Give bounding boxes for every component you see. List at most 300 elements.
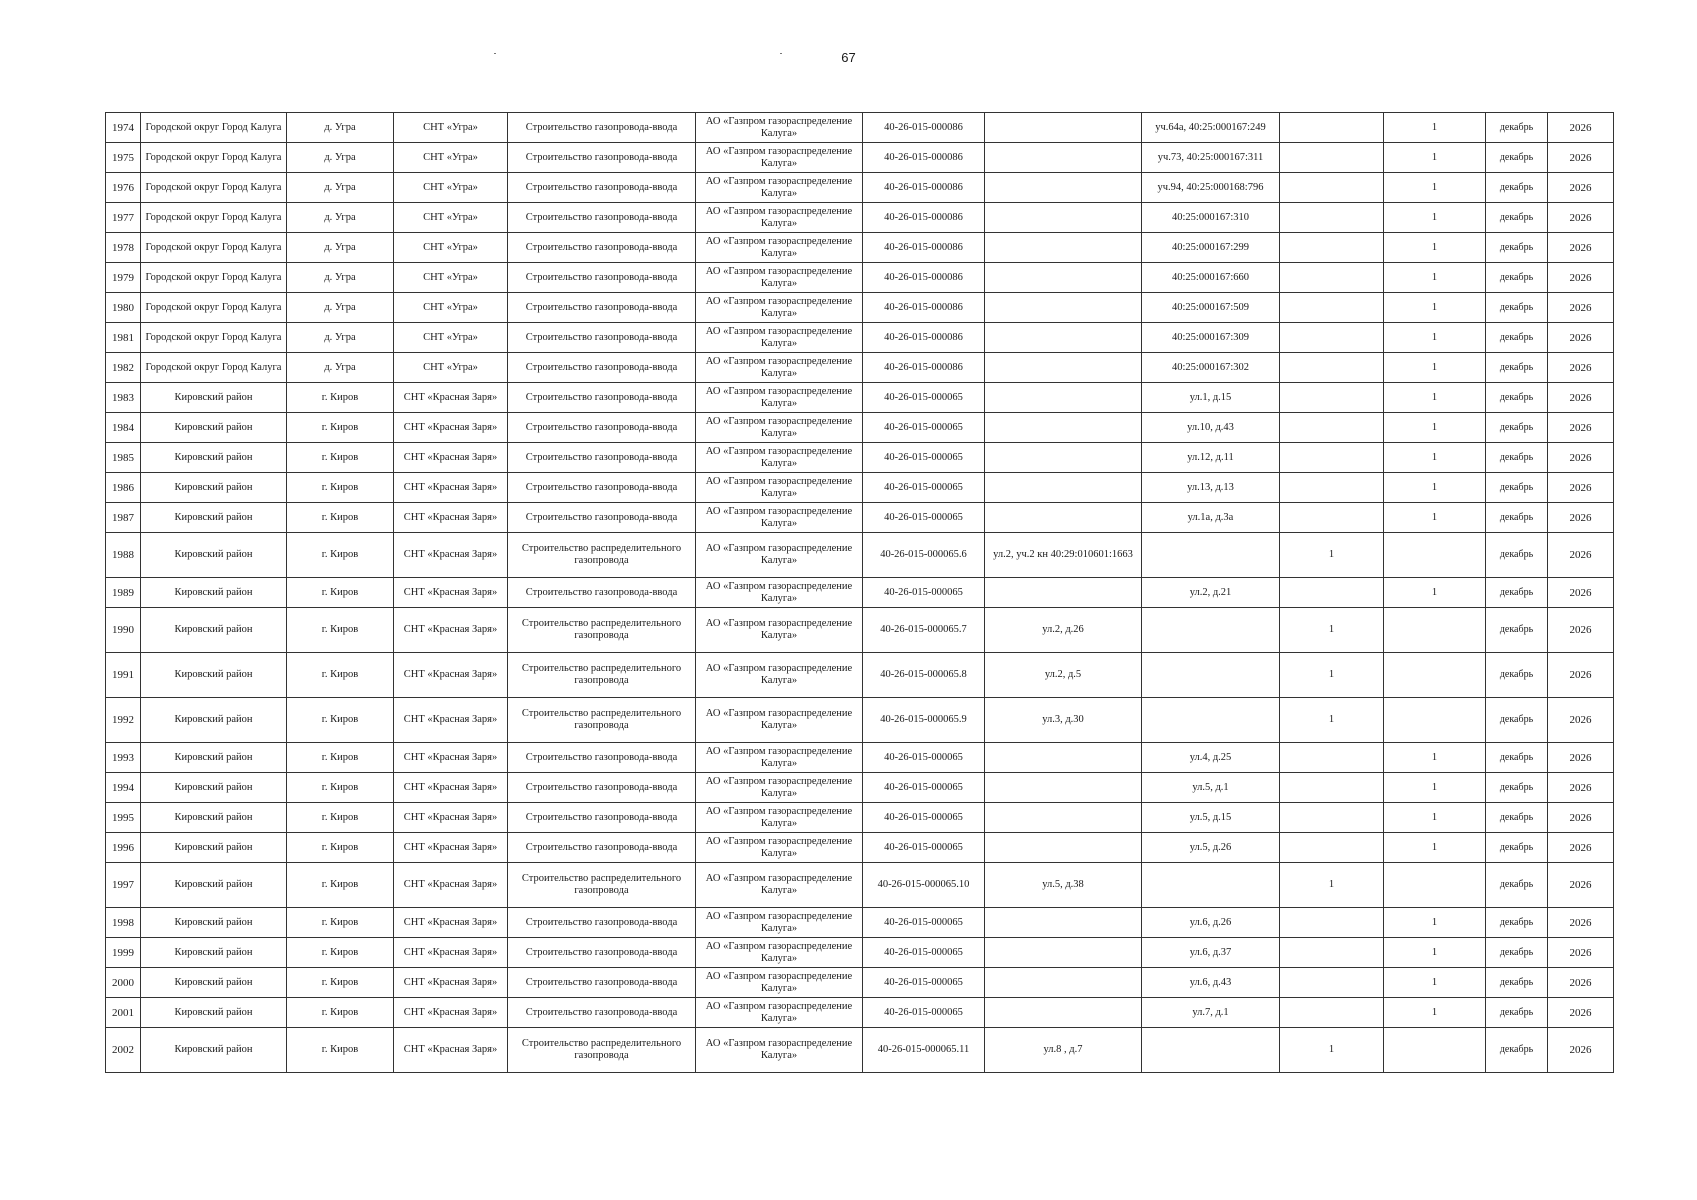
row-number: 1983 xyxy=(106,383,141,413)
table-row xyxy=(106,533,1614,578)
organization-cell: АО «Газпром газораспределение Калуга» xyxy=(696,968,863,998)
snt-cell: СНТ «Красная Заря» xyxy=(394,938,508,968)
district-cell: Кировский район xyxy=(141,968,287,998)
month-cell: декабрь xyxy=(1486,998,1548,1028)
row-number: 1997 xyxy=(106,863,141,908)
count-inlet-cell: 1 xyxy=(1384,263,1486,293)
count-distribution-cell xyxy=(1280,578,1384,608)
snt-cell: СНТ «Красная Заря» xyxy=(394,863,508,908)
count-inlet-cell: 1 xyxy=(1384,908,1486,938)
address-cell xyxy=(985,263,1142,293)
address-cell xyxy=(985,203,1142,233)
gasification-table xyxy=(105,112,1614,1073)
object-code-cell: 40-26-015-000065 xyxy=(863,578,985,608)
snt-cell: СНТ «Красная Заря» xyxy=(394,443,508,473)
district-cell: Кировский район xyxy=(141,998,287,1028)
object-code-cell: 40-26-015-000086 xyxy=(863,323,985,353)
count-distribution-cell xyxy=(1280,293,1384,323)
object-code-cell: 40-26-015-000065 xyxy=(863,473,985,503)
count-inlet-cell: 1 xyxy=(1384,143,1486,173)
address-cell xyxy=(985,743,1142,773)
count-distribution-cell xyxy=(1280,833,1384,863)
settlement-cell: г. Киров xyxy=(287,503,394,533)
row-number: 1978 xyxy=(106,233,141,263)
month-cell: декабрь xyxy=(1486,908,1548,938)
table-row xyxy=(106,773,1614,803)
work-type-cell: Строительство распределительного газопровода xyxy=(508,863,696,908)
district-cell: Кировский район xyxy=(141,743,287,773)
object-code-cell: 40-26-015-000065.8 xyxy=(863,653,985,698)
count-distribution-cell xyxy=(1280,353,1384,383)
address-cell xyxy=(985,443,1142,473)
district-cell: Кировский район xyxy=(141,533,287,578)
district-cell: Кировский район xyxy=(141,503,287,533)
snt-cell: СНТ «Красная Заря» xyxy=(394,383,508,413)
work-type-cell: Строительство газопровода-ввода xyxy=(508,803,696,833)
count-inlet-cell xyxy=(1384,653,1486,698)
snt-cell: СНТ «Угра» xyxy=(394,293,508,323)
district-cell: Кировский район xyxy=(141,863,287,908)
plot-cell: ул.6, д.37 xyxy=(1142,938,1280,968)
table-row xyxy=(106,443,1614,473)
work-type-cell: Строительство газопровода-ввода xyxy=(508,173,696,203)
count-inlet-cell: 1 xyxy=(1384,323,1486,353)
count-distribution-cell xyxy=(1280,413,1384,443)
month-cell: декабрь xyxy=(1486,803,1548,833)
snt-cell: СНТ «Красная Заря» xyxy=(394,608,508,653)
count-inlet-cell: 1 xyxy=(1384,773,1486,803)
table-row xyxy=(106,908,1614,938)
row-number: 1989 xyxy=(106,578,141,608)
table-row xyxy=(106,263,1614,293)
year-cell: 2026 xyxy=(1548,113,1614,143)
year-cell: 2026 xyxy=(1548,653,1614,698)
address-cell xyxy=(985,998,1142,1028)
district-cell: Кировский район xyxy=(141,383,287,413)
work-type-cell: Строительство газопровода-ввода xyxy=(508,473,696,503)
table-row xyxy=(106,938,1614,968)
object-code-cell: 40-26-015-000065 xyxy=(863,383,985,413)
count-distribution-cell xyxy=(1280,908,1384,938)
year-cell: 2026 xyxy=(1548,143,1614,173)
plot-cell: 40:25:000167:302 xyxy=(1142,353,1280,383)
count-inlet-cell: 1 xyxy=(1384,833,1486,863)
settlement-cell: д. Угра xyxy=(287,173,394,203)
district-cell: Кировский район xyxy=(141,608,287,653)
plot-cell xyxy=(1142,698,1280,743)
count-inlet-cell: 1 xyxy=(1384,578,1486,608)
settlement-cell: д. Угра xyxy=(287,233,394,263)
plot-cell: ул.4, д.25 xyxy=(1142,743,1280,773)
work-type-cell: Строительство распределительного газопровода xyxy=(508,608,696,653)
month-cell: декабрь xyxy=(1486,323,1548,353)
object-code-cell: 40-26-015-000086 xyxy=(863,233,985,263)
organization-cell: АО «Газпром газораспределение Калуга» xyxy=(696,263,863,293)
object-code-cell: 40-26-015-000086 xyxy=(863,353,985,383)
page-number: 67 xyxy=(841,50,856,65)
table-row xyxy=(106,143,1614,173)
month-cell: декабрь xyxy=(1486,413,1548,443)
count-distribution-cell xyxy=(1280,113,1384,143)
count-distribution-cell xyxy=(1280,203,1384,233)
count-inlet-cell xyxy=(1384,533,1486,578)
work-type-cell: Строительство газопровода-ввода xyxy=(508,743,696,773)
count-inlet-cell: 1 xyxy=(1384,503,1486,533)
year-cell: 2026 xyxy=(1548,353,1614,383)
year-cell: 2026 xyxy=(1548,503,1614,533)
count-distribution-cell: 1 xyxy=(1280,698,1384,743)
count-distribution-cell xyxy=(1280,773,1384,803)
address-cell xyxy=(985,968,1142,998)
month-cell: декабрь xyxy=(1486,203,1548,233)
count-inlet-cell: 1 xyxy=(1384,473,1486,503)
address-cell xyxy=(985,353,1142,383)
district-cell: Городской округ Город Калуга xyxy=(141,113,287,143)
work-type-cell: Строительство газопровода-ввода xyxy=(508,323,696,353)
count-inlet-cell: 1 xyxy=(1384,938,1486,968)
organization-cell: АО «Газпром газораспределение Калуга» xyxy=(696,998,863,1028)
snt-cell: СНТ «Красная Заря» xyxy=(394,908,508,938)
object-code-cell: 40-26-015-000065.10 xyxy=(863,863,985,908)
year-cell: 2026 xyxy=(1548,473,1614,503)
month-cell: декабрь xyxy=(1486,533,1548,578)
work-type-cell: Строительство газопровода-ввода xyxy=(508,833,696,863)
district-cell: Городской округ Город Калуга xyxy=(141,323,287,353)
settlement-cell: г. Киров xyxy=(287,968,394,998)
address-cell: ул.2, уч.2 кн 40:29:010601:1663 xyxy=(985,533,1142,578)
work-type-cell: Строительство газопровода-ввода xyxy=(508,968,696,998)
work-type-cell: Строительство газопровода-ввода xyxy=(508,773,696,803)
month-cell: декабрь xyxy=(1486,608,1548,653)
address-cell xyxy=(985,413,1142,443)
object-code-cell: 40-26-015-000065 xyxy=(863,503,985,533)
address-cell xyxy=(985,773,1142,803)
plot-cell: 40:25:000167:299 xyxy=(1142,233,1280,263)
snt-cell: СНТ «Красная Заря» xyxy=(394,698,508,743)
year-cell: 2026 xyxy=(1548,698,1614,743)
object-code-cell: 40-26-015-000065 xyxy=(863,443,985,473)
address-cell: ул.2, д.5 xyxy=(985,653,1142,698)
address-cell xyxy=(985,908,1142,938)
object-code-cell: 40-26-015-000065.9 xyxy=(863,698,985,743)
table-row xyxy=(106,968,1614,998)
count-inlet-cell: 1 xyxy=(1384,293,1486,323)
organization-cell: АО «Газпром газораспределение Калуга» xyxy=(696,803,863,833)
snt-cell: СНТ «Угра» xyxy=(394,173,508,203)
count-distribution-cell xyxy=(1280,503,1384,533)
plot-cell xyxy=(1142,1028,1280,1073)
month-cell: декабрь xyxy=(1486,143,1548,173)
row-number: 2000 xyxy=(106,968,141,998)
row-number: 1999 xyxy=(106,938,141,968)
plot-cell xyxy=(1142,653,1280,698)
address-cell: ул.2, д.26 xyxy=(985,608,1142,653)
address-cell xyxy=(985,503,1142,533)
object-code-cell: 40-26-015-000086 xyxy=(863,113,985,143)
settlement-cell: г. Киров xyxy=(287,1028,394,1073)
settlement-cell: д. Угра xyxy=(287,323,394,353)
organization-cell: АО «Газпром газораспределение Калуга» xyxy=(696,293,863,323)
snt-cell: СНТ «Угра» xyxy=(394,263,508,293)
organization-cell: АО «Газпром газораспределение Калуга» xyxy=(696,938,863,968)
work-type-cell: Строительство газопровода-ввода xyxy=(508,383,696,413)
count-inlet-cell xyxy=(1384,698,1486,743)
organization-cell: АО «Газпром газораспределение Калуга» xyxy=(696,833,863,863)
organization-cell: АО «Газпром газораспределение Калуга» xyxy=(696,113,863,143)
month-cell: декабрь xyxy=(1486,353,1548,383)
table-row xyxy=(106,578,1614,608)
settlement-cell: д. Угра xyxy=(287,113,394,143)
address-cell: ул.3, д.30 xyxy=(985,698,1142,743)
year-cell: 2026 xyxy=(1548,743,1614,773)
settlement-cell: г. Киров xyxy=(287,413,394,443)
table-row xyxy=(106,743,1614,773)
district-cell: Кировский район xyxy=(141,653,287,698)
plot-cell: 40:25:000167:309 xyxy=(1142,323,1280,353)
month-cell: декабрь xyxy=(1486,578,1548,608)
table-row xyxy=(106,473,1614,503)
settlement-cell: д. Угра xyxy=(287,143,394,173)
count-distribution-cell xyxy=(1280,173,1384,203)
work-type-cell: Строительство газопровода-ввода xyxy=(508,443,696,473)
district-cell: Кировский район xyxy=(141,473,287,503)
snt-cell: СНТ «Красная Заря» xyxy=(394,1028,508,1073)
plot-cell xyxy=(1142,533,1280,578)
year-cell: 2026 xyxy=(1548,908,1614,938)
count-inlet-cell: 1 xyxy=(1384,443,1486,473)
month-cell: декабрь xyxy=(1486,293,1548,323)
year-cell: 2026 xyxy=(1548,578,1614,608)
organization-cell: АО «Газпром газораспределение Калуга» xyxy=(696,353,863,383)
count-inlet-cell: 1 xyxy=(1384,413,1486,443)
month-cell: декабрь xyxy=(1486,863,1548,908)
settlement-cell: г. Киров xyxy=(287,998,394,1028)
table-row xyxy=(106,323,1614,353)
count-distribution-cell xyxy=(1280,473,1384,503)
month-cell: декабрь xyxy=(1486,743,1548,773)
month-cell: декабрь xyxy=(1486,773,1548,803)
row-number: 1991 xyxy=(106,653,141,698)
month-cell: декабрь xyxy=(1486,968,1548,998)
snt-cell: СНТ «Угра» xyxy=(394,143,508,173)
organization-cell: АО «Газпром газораспределение Калуга» xyxy=(696,908,863,938)
row-number: 1986 xyxy=(106,473,141,503)
snt-cell: СНТ «Красная Заря» xyxy=(394,803,508,833)
organization-cell: АО «Газпром газораспределение Калуга» xyxy=(696,323,863,353)
object-code-cell: 40-26-015-000086 xyxy=(863,293,985,323)
settlement-cell: г. Киров xyxy=(287,383,394,413)
count-distribution-cell xyxy=(1280,233,1384,263)
organization-cell: АО «Газпром газораспределение Калуга» xyxy=(696,383,863,413)
count-distribution-cell: 1 xyxy=(1280,533,1384,578)
district-cell: Кировский район xyxy=(141,443,287,473)
row-number: 2001 xyxy=(106,998,141,1028)
month-cell: декабрь xyxy=(1486,443,1548,473)
table-row xyxy=(106,203,1614,233)
organization-cell: АО «Газпром газораспределение Калуга» xyxy=(696,203,863,233)
district-cell: Кировский район xyxy=(141,908,287,938)
count-distribution-cell: 1 xyxy=(1280,608,1384,653)
organization-cell: АО «Газпром газораспределение Калуга» xyxy=(696,503,863,533)
plot-cell: ул.13, д.13 xyxy=(1142,473,1280,503)
object-code-cell: 40-26-015-000065.7 xyxy=(863,608,985,653)
address-cell: ул.5, д.38 xyxy=(985,863,1142,908)
year-cell: 2026 xyxy=(1548,263,1614,293)
object-code-cell: 40-26-015-000065 xyxy=(863,833,985,863)
district-cell: Городской округ Город Калуга xyxy=(141,203,287,233)
snt-cell: СНТ «Красная Заря» xyxy=(394,968,508,998)
object-code-cell: 40-26-015-000065 xyxy=(863,743,985,773)
table-row xyxy=(106,833,1614,863)
snt-cell: СНТ «Красная Заря» xyxy=(394,503,508,533)
row-number: 1980 xyxy=(106,293,141,323)
object-code-cell: 40-26-015-000065 xyxy=(863,413,985,443)
settlement-cell: д. Угра xyxy=(287,263,394,293)
organization-cell: АО «Газпром газораспределение Калуга» xyxy=(696,143,863,173)
plot-cell: ул.10, д.43 xyxy=(1142,413,1280,443)
year-cell: 2026 xyxy=(1548,323,1614,353)
month-cell: декабрь xyxy=(1486,938,1548,968)
organization-cell: АО «Газпром газораспределение Калуга» xyxy=(696,473,863,503)
work-type-cell: Строительство распределительного газопровода xyxy=(508,1028,696,1073)
settlement-cell: г. Киров xyxy=(287,863,394,908)
work-type-cell: Строительство распределительного газопровода xyxy=(508,698,696,743)
year-cell: 2026 xyxy=(1548,293,1614,323)
district-cell: Кировский район xyxy=(141,833,287,863)
work-type-cell: Строительство газопровода-ввода xyxy=(508,578,696,608)
address-cell xyxy=(985,803,1142,833)
table-row xyxy=(106,503,1614,533)
snt-cell: СНТ «Угра» xyxy=(394,323,508,353)
row-number: 1998 xyxy=(106,908,141,938)
row-number: 1993 xyxy=(106,743,141,773)
table-row xyxy=(106,413,1614,443)
count-distribution-cell xyxy=(1280,803,1384,833)
table-row xyxy=(106,293,1614,323)
settlement-cell: г. Киров xyxy=(287,653,394,698)
settlement-cell: г. Киров xyxy=(287,908,394,938)
row-number: 1977 xyxy=(106,203,141,233)
snt-cell: СНТ «Красная Заря» xyxy=(394,833,508,863)
month-cell: декабрь xyxy=(1486,1028,1548,1073)
table-row xyxy=(106,998,1614,1028)
address-cell xyxy=(985,578,1142,608)
settlement-cell: г. Киров xyxy=(287,533,394,578)
plot-cell xyxy=(1142,608,1280,653)
work-type-cell: Строительство газопровода-ввода xyxy=(508,353,696,383)
count-distribution-cell xyxy=(1280,968,1384,998)
scan-speck xyxy=(494,53,496,54)
address-cell xyxy=(985,938,1142,968)
table-row xyxy=(106,1028,1614,1073)
snt-cell: СНТ «Красная Заря» xyxy=(394,473,508,503)
district-cell: Кировский район xyxy=(141,1028,287,1073)
month-cell: декабрь xyxy=(1486,473,1548,503)
plot-cell: ул.12, д.11 xyxy=(1142,443,1280,473)
organization-cell: АО «Газпром газораспределение Калуга» xyxy=(696,533,863,578)
address-cell xyxy=(985,143,1142,173)
row-number: 1981 xyxy=(106,323,141,353)
snt-cell: СНТ «Красная Заря» xyxy=(394,533,508,578)
address-cell xyxy=(985,383,1142,413)
object-code-cell: 40-26-015-000086 xyxy=(863,173,985,203)
object-code-cell: 40-26-015-000065.11 xyxy=(863,1028,985,1073)
month-cell: декабрь xyxy=(1486,833,1548,863)
count-inlet-cell: 1 xyxy=(1384,233,1486,263)
year-cell: 2026 xyxy=(1548,938,1614,968)
row-number: 1988 xyxy=(106,533,141,578)
table-row xyxy=(106,863,1614,908)
count-distribution-cell: 1 xyxy=(1280,653,1384,698)
district-cell: Кировский район xyxy=(141,698,287,743)
address-cell xyxy=(985,233,1142,263)
object-code-cell: 40-26-015-000065 xyxy=(863,938,985,968)
object-code-cell: 40-26-015-000065 xyxy=(863,908,985,938)
organization-cell: АО «Газпром газораспределение Калуга» xyxy=(696,233,863,263)
work-type-cell: Строительство газопровода-ввода xyxy=(508,938,696,968)
district-cell: Городской округ Город Калуга xyxy=(141,233,287,263)
plot-cell: ул.6, д.26 xyxy=(1142,908,1280,938)
snt-cell: СНТ «Красная Заря» xyxy=(394,578,508,608)
count-inlet-cell: 1 xyxy=(1384,203,1486,233)
count-inlet-cell: 1 xyxy=(1384,353,1486,383)
object-code-cell: 40-26-015-000086 xyxy=(863,263,985,293)
month-cell: декабрь xyxy=(1486,653,1548,698)
organization-cell: АО «Газпром газораспределение Калуга» xyxy=(696,698,863,743)
organization-cell: АО «Газпром газораспределение Калуга» xyxy=(696,1028,863,1073)
count-distribution-cell: 1 xyxy=(1280,1028,1384,1073)
settlement-cell: г. Киров xyxy=(287,443,394,473)
count-inlet-cell xyxy=(1384,1028,1486,1073)
snt-cell: СНТ «Угра» xyxy=(394,203,508,233)
year-cell: 2026 xyxy=(1548,383,1614,413)
settlement-cell: г. Киров xyxy=(287,608,394,653)
organization-cell: АО «Газпром газораспределение Калуга» xyxy=(696,443,863,473)
work-type-cell: Строительство газопровода-ввода xyxy=(508,503,696,533)
settlement-cell: г. Киров xyxy=(287,578,394,608)
plot-cell: ул.5, д.1 xyxy=(1142,773,1280,803)
table-row xyxy=(106,803,1614,833)
settlement-cell: д. Угра xyxy=(287,203,394,233)
settlement-cell: д. Угра xyxy=(287,353,394,383)
year-cell: 2026 xyxy=(1548,233,1614,263)
row-number: 1976 xyxy=(106,173,141,203)
work-type-cell: Строительство газопровода-ввода xyxy=(508,263,696,293)
month-cell: декабрь xyxy=(1486,233,1548,263)
settlement-cell: г. Киров xyxy=(287,473,394,503)
table-row xyxy=(106,653,1614,698)
count-distribution-cell xyxy=(1280,743,1384,773)
count-distribution-cell: 1 xyxy=(1280,863,1384,908)
settlement-cell: г. Киров xyxy=(287,938,394,968)
address-cell: ул.8 , д.7 xyxy=(985,1028,1142,1073)
year-cell: 2026 xyxy=(1548,803,1614,833)
object-code-cell: 40-26-015-000086 xyxy=(863,143,985,173)
count-distribution-cell xyxy=(1280,323,1384,353)
plot-cell: ул.2, д.21 xyxy=(1142,578,1280,608)
address-cell xyxy=(985,473,1142,503)
year-cell: 2026 xyxy=(1548,1028,1614,1073)
address-cell xyxy=(985,833,1142,863)
address-cell xyxy=(985,113,1142,143)
object-code-cell: 40-26-015-000065 xyxy=(863,998,985,1028)
snt-cell: СНТ «Красная Заря» xyxy=(394,653,508,698)
count-inlet-cell: 1 xyxy=(1384,803,1486,833)
district-cell: Кировский район xyxy=(141,773,287,803)
district-cell: Городской округ Город Калуга xyxy=(141,293,287,323)
snt-cell: СНТ «Красная Заря» xyxy=(394,413,508,443)
plot-cell: ул.1, д.15 xyxy=(1142,383,1280,413)
